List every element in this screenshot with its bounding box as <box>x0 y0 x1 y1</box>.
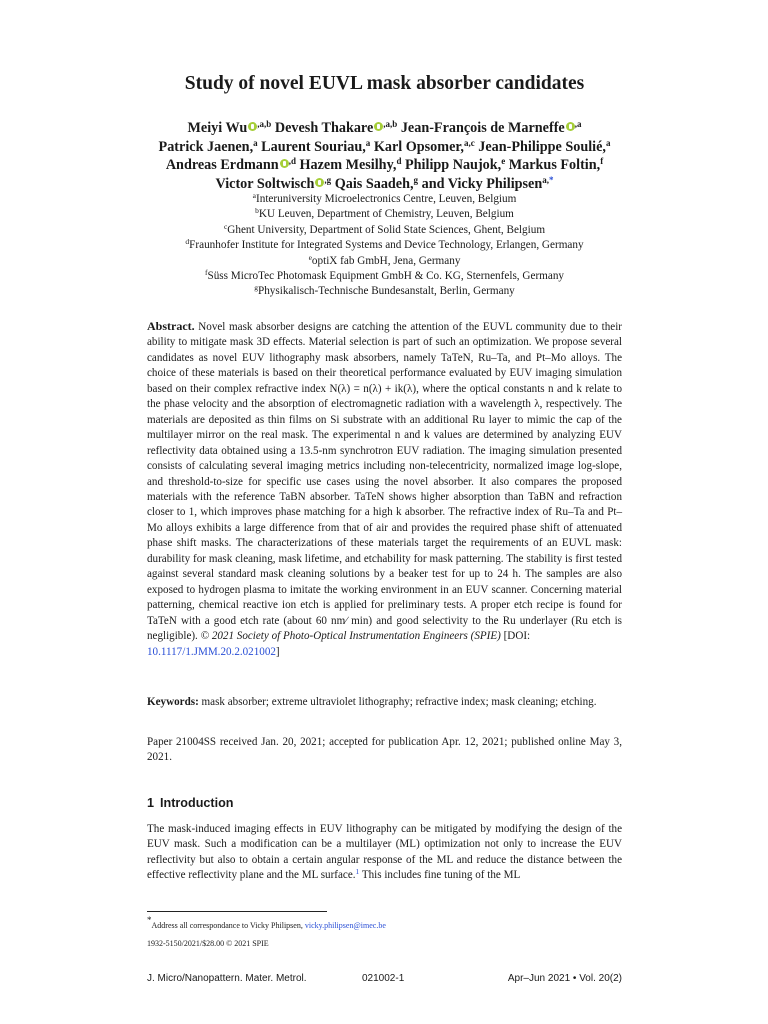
paper-history: Paper 21004SS received Jan. 20, 2021; accepted for publication Apr. 12, 2021; published online May 3, 2021. <box>147 736 622 764</box>
author-name-text: Victor Soltwisch <box>215 175 315 192</box>
author-name <box>335 176 418 192</box>
issn-line: 1932-5150/2021/$28.00 © 2021 SPIE <box>147 939 269 948</box>
abstract-label: Abstract. <box>147 319 195 333</box>
author-name-text: Vicky Philipsen <box>447 175 543 192</box>
author-name <box>275 120 397 136</box>
author-affiliation-mark: ,d <box>288 156 296 167</box>
doi-suffix: ] <box>275 645 280 658</box>
affiliation-c <box>147 223 622 238</box>
affiliation-f <box>147 269 622 284</box>
author-affiliation-mark: a, <box>542 174 549 185</box>
footnote-divider <box>147 911 327 912</box>
copyright-notice: © 2021 Society of Photo-Optical Instrumentation Engineers (SPIE) <box>200 630 501 643</box>
orcid-icon[interactable] <box>280 159 289 168</box>
affiliation-g <box>147 284 622 299</box>
doi-prefix: [DOI: <box>503 630 531 643</box>
section-number: 1 <box>147 796 155 810</box>
orcid-icon[interactable] <box>566 122 575 131</box>
author-name-text: Philipp Naujok, <box>405 157 502 174</box>
author-name-text: Jean-Philippe Soulié, <box>478 138 606 155</box>
abstract <box>147 319 622 660</box>
author-name-text: Hazem Mesilhy, <box>299 157 397 174</box>
author-name-text: Laurent Souriau, <box>261 138 366 155</box>
affiliation-key: g <box>254 283 258 293</box>
affiliation-key: f <box>204 268 208 278</box>
affiliation-text: Physikalisch-Technische Bundesanstalt, Berlin, Germany <box>257 285 515 298</box>
affiliation-a <box>147 192 622 207</box>
author-name <box>478 139 610 155</box>
author-affiliation-mark: g <box>413 174 419 185</box>
footer-journal: J. Micro/Nanopattern. Mater. Metrol. <box>147 973 307 984</box>
author-affiliation-mark: f <box>600 156 604 167</box>
affiliation-e <box>147 254 622 269</box>
affiliation-d <box>147 238 622 253</box>
author-name-text: Markus Foltin, <box>508 157 601 174</box>
author-name-text: Andreas Erdmann <box>165 157 279 174</box>
keywords-text: mask absorber; extreme ultraviolet lithography; refractive index; mask cleaning; etching. <box>201 696 597 708</box>
author-name-text: Jean-François de Marneffe <box>400 120 565 136</box>
section-body <box>147 822 622 884</box>
footer-page-number: 021002-1 <box>362 973 405 984</box>
section-text-continued: This includes fine tuning of the ML <box>359 869 521 882</box>
author-name-text: Devesh Thakare <box>274 120 374 136</box>
author-name-text: Meiyi Wu <box>187 120 248 136</box>
affiliation-text: KU Leuven, Department of Chemistry, Leuven, Belgium <box>258 208 514 221</box>
affiliation-text: Interuniversity Microelectronics Centre, Leuven, Belgium <box>256 193 517 205</box>
section-title: Introduction <box>160 796 234 810</box>
affiliation-text: Ghent University, Department of Solid State Sciences, Ghent, Belgium <box>227 223 546 236</box>
author-list <box>147 119 622 193</box>
orcid-icon[interactable] <box>248 122 257 131</box>
author-name <box>215 176 331 192</box>
author-affiliation-mark: a <box>365 137 371 148</box>
abstract-body: Novel mask absorber designs are catching the attention of the EUVL community due to their ability to mitigate mask 3D effects. Material selection is part of such an optimization. We propose several candidates as novel EUV lithography mask absorbers, namely TaTeN, Ru–Ta, and Pt–Mo alloys. The choice of these materials is based on their theoretical performance evaluated by EUV imaging simulation based on their complex refractive index N(λ) = n(λ) + ik(λ), where the optical constants n and k relate to the phase velocity and the absorption of electromagnetic radiation with a wavelength λ, respectively. The materials are deposited as thin films on Si substrate with an additional Ru layer to mimic the cap of the multilayer mirror on the real mask. The experimental n and k values are determined by analyzing EUV reflectivity data obtained using a 13.5-nm synchrotron EUV radiation. The imaging simulation presented consists of calculating several imaging metrics including non-telecentricity, normalized image log-slope, and threshold-to-size for specific use cases using the novel absorber. It also compares the proposed materials with the reference TaBN absorber. TaTeN shows higher absorption than TaBN and refraction closer to 1, which improves phase matching for a high k absorber. The refractive index of Ru–Ta and Pt–Mo alloys exhibits a large difference from that of air and provides the required phase shift of attenuated phase shift masks. The characterizations of these materials target the requirements of an EUVL mask: durability for mask cleaning, mask lifetime, and etchability for mask patterning. The stability is first tested against several standard mask cleaning solutions by a beaker test for up to 24 h. The samples are also exposed to hydrogen plasma to imitate the working environment in an EUV scanner. Concerning material patterning, chemical reactive ion etch is applied for preliminary tests. A proper etch recipe is found for TaTeN with a good etch rate (about 60 nm∕ min) and good selectivity to the Ru underlayer (Ru etch is negligible). <box>147 321 622 643</box>
correspondence-footnote <box>147 915 622 931</box>
author-name <box>300 157 402 173</box>
author-name <box>374 139 475 155</box>
affiliation-key: a <box>252 191 256 200</box>
footer-issue: Apr–Jun 2021 • Vol. 20(2) <box>507 973 622 984</box>
author-name <box>188 120 272 136</box>
author-affiliation-mark: a <box>605 137 611 148</box>
author-affiliation-mark: ,a <box>574 119 582 129</box>
page-footer <box>147 972 622 986</box>
orcid-icon[interactable] <box>374 122 383 131</box>
author-affiliation-mark: ,a,b <box>257 119 272 129</box>
affiliation-key: d <box>185 237 190 247</box>
affiliation-text: Süss MicroTec Photomask Equipment GmbH & Co. KG, Sternenfels, Germany <box>207 270 565 283</box>
affiliation-key: e <box>308 252 312 262</box>
author-name <box>405 157 505 173</box>
author-name-text: Qais Saadeh, <box>334 175 414 192</box>
author-separator: and <box>418 175 448 192</box>
affiliation-key: c <box>223 221 228 231</box>
footnote-mark: * <box>147 915 152 925</box>
author-name <box>261 139 370 155</box>
author-name <box>159 139 258 155</box>
author-affiliation-mark: d <box>396 156 402 167</box>
section-text: The mask-induced imaging effects in EUV lithography can be mitigated by modifying the design of the EUV mask. Such a modification can be a multilayer (ML) optimization not only to increase the EUV reflectivity but also to obtain a certain angular response of the ML and reduce the distance between the effective reflectivity plane and the ML surface. <box>147 823 622 882</box>
author-affiliation-mark: ,a,b <box>383 119 398 129</box>
paper-title: Study of novel EUVL mask absorber candidates <box>184 73 585 94</box>
author-name-text: Patrick Jaenen, <box>158 138 254 155</box>
author-affiliation-mark: a,c <box>463 137 475 148</box>
author-name-text: Karl Opsomer, <box>373 138 464 155</box>
corresponding-author-mark[interactable]: * <box>549 174 554 185</box>
keywords-label: Keywords: <box>147 696 199 708</box>
keywords <box>147 695 622 710</box>
affiliation-key: b <box>255 206 259 216</box>
section-heading <box>147 795 622 811</box>
author-affiliation-mark: ,g <box>324 174 332 185</box>
affiliation-b <box>147 207 622 222</box>
affiliation-list <box>147 192 622 300</box>
doi-link[interactable]: 10.1117/1.JMM.20.2.021002 <box>147 645 276 658</box>
affiliation-text: optiX fab GmbH, Jena, Germany <box>311 254 461 267</box>
email-link[interactable]: vicky.philipsen@imec.be <box>304 921 386 930</box>
affiliation-text: Fraunhofer Institute for Integrated Systems and Device Technology, Erlangen, Germany <box>189 239 584 252</box>
author-name <box>166 157 296 173</box>
reference-link[interactable]: 1 <box>355 867 360 877</box>
author-name <box>509 157 603 173</box>
author-affiliation-mark: e <box>501 156 506 167</box>
author-name <box>401 120 582 136</box>
author-affiliation-mark: a <box>253 137 258 148</box>
footnote-text: Address all correspondance to Vicky Philipsen, <box>151 921 303 930</box>
orcid-icon[interactable] <box>315 178 324 187</box>
author-name <box>448 176 554 192</box>
